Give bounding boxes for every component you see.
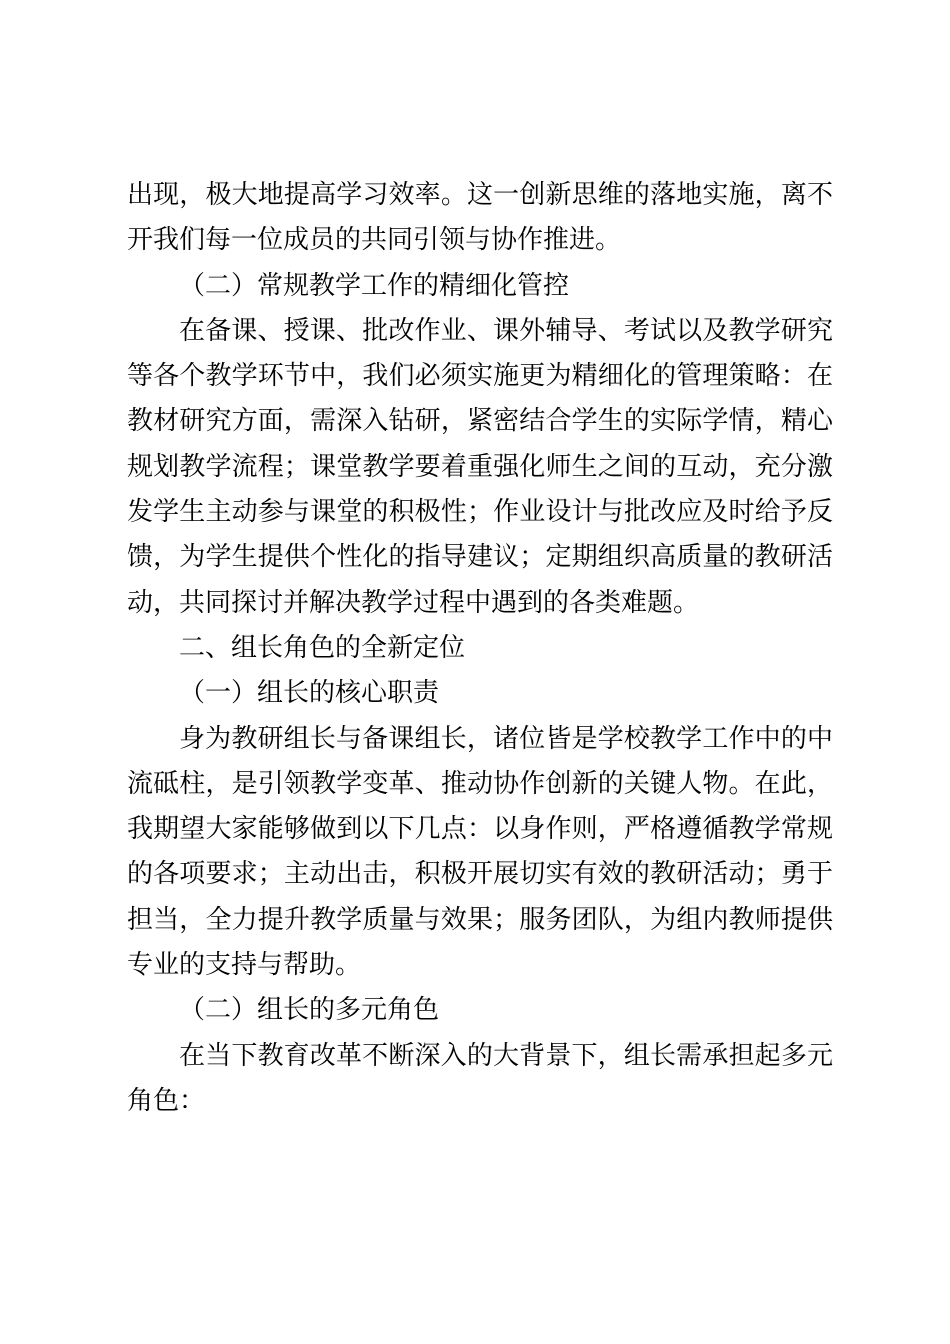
paragraph-line: 出现，极大地提高学习效率。这一创新思维的落地实施，离不 [127,180,833,210]
subsection-heading: （一）组长的核心职责 [179,678,440,709]
section-heading: （二）常规教学工作的精细化管控 [179,270,570,301]
paragraph-line: 开我们每一位成员的共同引领与协作推进。 [127,225,622,256]
paragraph-line: 流砥柱，是引领教学变革、推动协作创新的关键人物。在此， [127,768,833,799]
paragraph-line: 在当下教育改革不断深入的大背景下，组长需承担起多元 [179,1040,833,1071]
paragraph-line: 等各个教学环节中，我们必须实施更为精细化的管理策略：在 [127,361,833,392]
document-body [127,173,833,1124]
paragraph-line: 专业的支持与帮助。 [127,950,362,981]
paragraph-line: 的各项要求；主动出击，积极开展切实有效的教研活动；勇于 [127,859,833,890]
section-heading: 二、组长角色的全新定位 [179,632,466,663]
paragraph-line: 担当，全力提升教学质量与效果；服务团队，为组内教师提供 [127,904,833,935]
paragraph-line: 动，共同探讨并解决教学过程中遇到的各类难题。 [127,587,700,618]
paragraph-line: 馈，为学生提供个性化的指导建议；定期组织高质量的教研活 [127,542,833,573]
paragraph-line: 角色： [127,1085,206,1116]
subsection-heading: （二）组长的多元角色 [179,995,440,1026]
paragraph-line: 发学生主动参与课堂的积极性；作业设计与批改应及时给予反 [127,497,833,528]
paragraph-line: 在备课、授课、批改作业、课外辅导、考试以及教学研究 [179,315,833,346]
paragraph-line: 规划教学流程；课堂教学要着重强化师生之间的互动，充分激 [127,451,833,482]
paragraph-line: 教材研究方面，需深入钻研，紧密结合学生的实际学情，精心 [127,406,833,437]
paragraph-line: 我期望大家能够做到以下几点：以身作则，严格遵循教学常规 [127,814,833,845]
paragraph-line: 身为教研组长与备课组长，诸位皆是学校教学工作中的中 [179,723,833,754]
